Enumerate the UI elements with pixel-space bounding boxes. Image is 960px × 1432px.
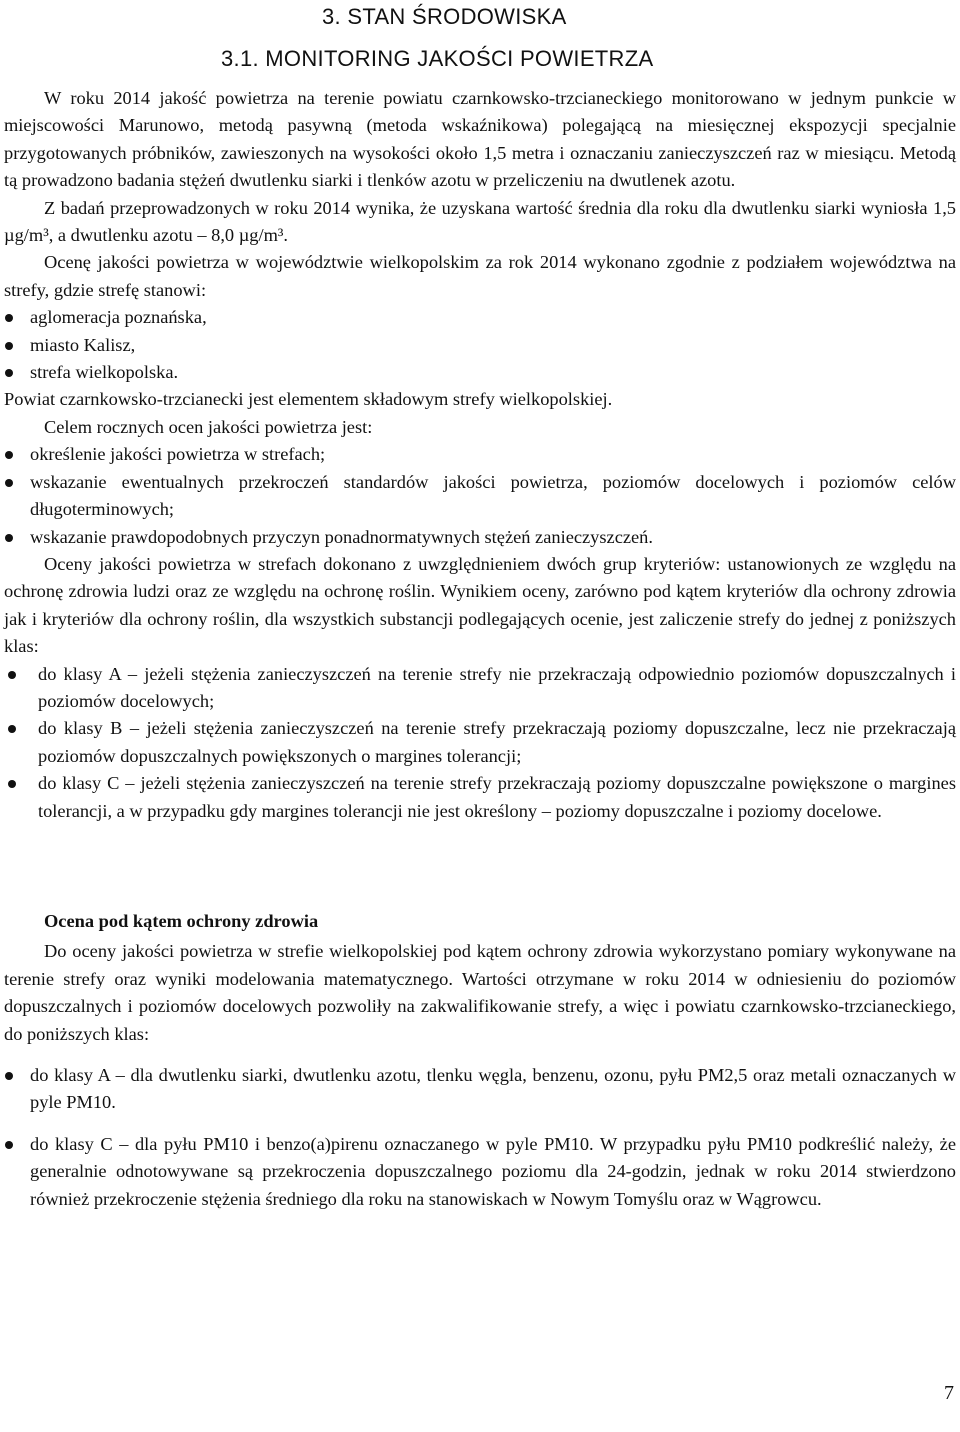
goals-list	[4, 441, 956, 551]
paragraph-zones-intro: Ocenę jakości powietrza w województwie wielkopolskim za rok 2014 wykonano zgodnie z podziałem województwa na strefy, gdzie strefę stanowi:	[4, 252, 956, 300]
paragraph-health-assessment: Do oceny jakości powietrza w strefie wielkopolskiej pod kątem ochrony zdrowia wykorzystano pomiary wykonywane na terenie strefy oraz wyniki modelowania matematycznego. Wartości otrzymane w roku 2014 w odniesieniu do poziomów dopuszczalnych i poziomów docelowych pozwoliły na zakwalifikowanie strefy, a więc i powiatu czarnkowsko-trzcianeckiego, do poniższych klas:	[4, 941, 956, 1044]
intro-block	[4, 85, 956, 825]
list-item: do klasy A – dla dwutlenku siarki, dwutlenku azotu, tlenku węgla, benzenu, ozonu, pyłu PM2,5 oraz metali oznaczanych w pyle PM10.	[4, 1062, 956, 1117]
paragraph-monitoring-method: W roku 2014 jakość powietrza na terenie powiatu czarnkowsko-trzcianeckiego monitorowano w jednym punkcie w miejscowości Marunowo, metodą pasywną (metoda wskaźnikowa) polegającą na miesięcznej ekspozycji specjalnie przygotowanych próbników, zawieszonych na wysokości około 1,5 metra i oznaczaniu zanieczyszczeń raz w miesiącu. Metodą tą prowadzono badania stężeń dwutlenku siarki i tlenków azotu w przeliczeniu na dwutlenek azotu.	[4, 88, 956, 191]
health-assessment-block	[4, 908, 956, 1227]
paragraph-results: Z badań przeprowadzonych w roku 2014 wynika, że uzyskana wartość średnia dla roku dla dwutlenku siarki wyniosła 1,5 µg/m³, a dwutlenku azotu – 8,0 µg/m³.	[4, 197, 956, 246]
list-item: wskazanie ewentualnych przekroczeń standardów jakości powietrza, poziomów docelowych i poziomów celów długoterminowych;	[4, 469, 956, 524]
results-list	[4, 1062, 956, 1213]
list-item: aglomeracja poznańska,	[4, 304, 956, 331]
list-item: określenie jakości powietrza w strefach;	[4, 441, 956, 468]
page-number: 7	[944, 1382, 954, 1404]
list-item: do klasy C – dla pyłu PM10 i benzo(a)pirenu oznaczanego w pyle PM10. W przypadku pyłu PM10 podkreślić należy, że generalnie odnotowywane są przekroczenia dopuszczalnego poziomu dla 24-godzin, jednak w roku 2014 stwierdzono również przekroczenie stężenia średniego dla roku na stanowiskach w Nowym Tomyślu oraz w Wągrowcu.	[4, 1131, 956, 1213]
list-item: do klasy C – jeżeli stężenia zanieczyszczeń na terenie strefy przekraczają poziomy dopuszczalne powiększone o margines tolerancji, a w przypadku gdy margines tolerancji nie jest określony – poziomy dopuszczalne i poziomy docelowe.	[4, 770, 956, 825]
list-item: strefa wielkopolska.	[4, 359, 956, 386]
zones-list	[4, 304, 956, 386]
paragraph-goals-intro: Celem rocznych ocen jakości powietrza jest:	[44, 416, 373, 437]
section-heading: 3.1. MONITORING JAKOŚCI POWIETRZA	[221, 46, 654, 71]
chapter-heading: 3. STAN ŚRODOWISKA	[322, 4, 567, 29]
paragraph-criteria: Oceny jakości powietrza w strefach dokonano z uwzględnieniem dwóch grup kryteriów: ustanowionych ze względu na ochronę zdrowia ludzi oraz ze względu na ochronę roślin. Wynikiem oceny, zarówno pod kątem kryteriów dla ochrony zdrowia jak i kryteriów dla ochrony roślin, dla wszystkich substancji podlegających ocenie, jest zaliczenie strefy do jednej z poniższych klas:	[4, 553, 956, 657]
classes-list	[4, 661, 956, 825]
subheading-health: Ocena pod kątem ochrony zdrowia	[44, 911, 319, 931]
list-item: do klasy B – jeżeli stężenia zanieczyszczeń na terenie strefy przekraczają poziomy dopuszczalne, lecz nie przekraczają poziomów dopuszczalnych powiększonych o margines tolerancji;	[4, 715, 956, 770]
paragraph-powiat-zone: Powiat czarnkowsko-trzcianecki jest elementem składowym strefy wielkopolskiej.	[4, 389, 613, 410]
list-item: wskazanie prawdopodobnych przyczyn ponadnormatywnych stężeń zanieczyszczeń.	[4, 524, 956, 551]
list-item: do klasy A – jeżeli stężenia zanieczyszczeń na terenie strefy nie przekraczają odpowiednio poziomów dopuszczalnych i poziomów docelowych;	[4, 661, 956, 716]
list-item: miasto Kalisz,	[4, 332, 956, 359]
